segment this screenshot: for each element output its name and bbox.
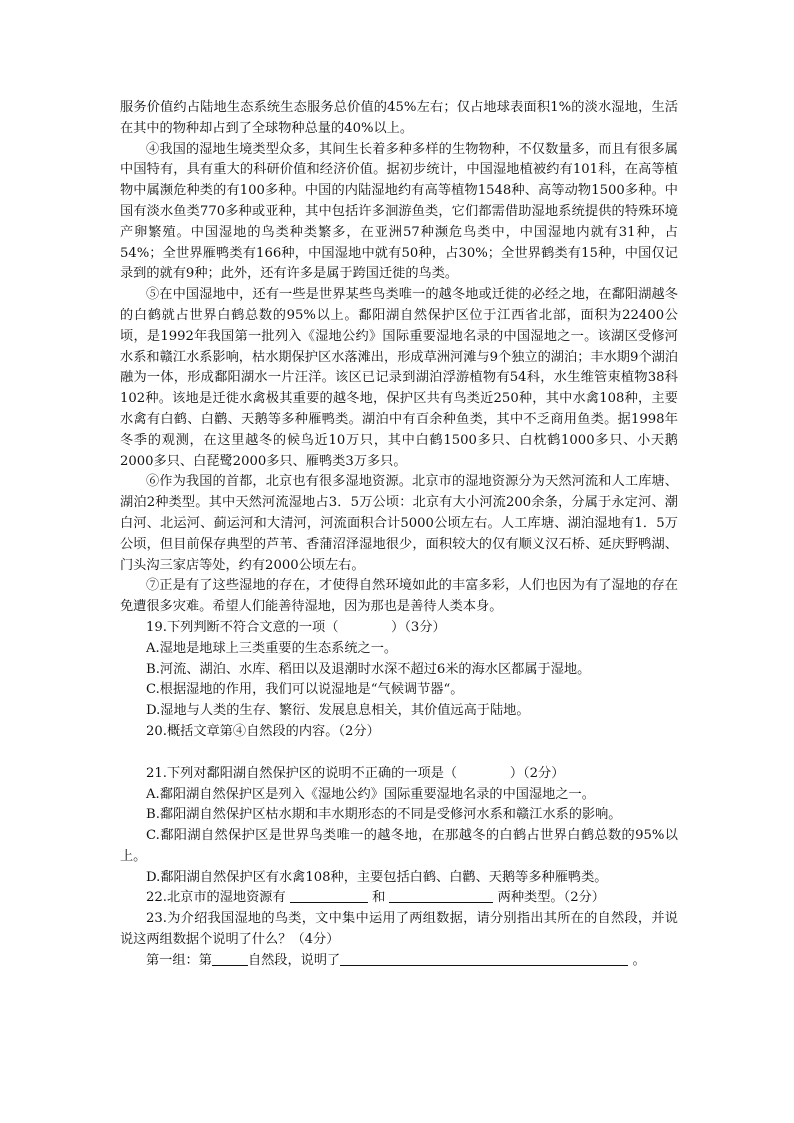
paragraph-4: ④我国的湿地生境类型众多，其间生长着多种多样的生物物种，不仅数量多，而且有很多属中国特有，具有重大的科研价值和经济价值。据初步统计，中国湿地植被约有101科，在高等植物中属濒危种类的有100多种。中国的内陆湿地约有高等植物1548种、高等动物1500多种。中国有淡水鱼类770多种或亚种，其中包括许多洄游鱼类，它们都需借助湿地系统提供的特殊环境产卵繁殖。中国湿地的鸟类种类繁多，在亚洲57种濒危鸟类中，中国湿地内就有31种，占54%；全世界雁鸭类有166种，中国湿地中就有50种，占30%；全世界鹤类有15种，中国仅记录到的就有9种；此外，还有许多是属于跨国迁徙的鸟类。 xyxy=(120,141,678,282)
answer-space[interactable] xyxy=(120,743,678,764)
question-19-stem: 19.下列判断不符合文意的一项（ ）（3分） xyxy=(146,619,446,635)
question-19-option-a: A.湿地是地球上三类重要的生态系统之一。 xyxy=(146,640,398,656)
question-22-middle: 和 xyxy=(372,890,386,906)
paragraph-3-tail: 服务价值约占陆地生态系统生态服务总价值的45%左右；仅占地球表面积1%的淡水湿地，生活在其中的物种却占到了全球物种总量的40%以上。 xyxy=(120,100,678,136)
question-21-option-d: D.鄱阳湖自然保护区有水禽108种，主要包括白鹤、白鹳、天鹅等多种雁鸭类。 xyxy=(146,869,608,885)
question-22-suffix: 两种类型。（2分） xyxy=(497,890,605,906)
paragraph-number-blank[interactable] xyxy=(212,951,248,966)
reading-passage xyxy=(120,98,678,972)
paragraph-7: ⑦正是有了这些湿地的存在，才使得自然环境如此的丰富多彩，人们也因为有了湿地的存在免遭很多灾难。希望人们能善待湿地，因为那也是善待人类本身。 xyxy=(120,578,678,615)
question-22-prefix: 22.北京市的湿地资源有 xyxy=(146,890,286,906)
question-19-option-d: D.湿地与人类的生存、繁衍、发展息息相关，其价值远高于陆地。 xyxy=(146,703,530,719)
group-1-prefix: 第一组：第 xyxy=(146,952,212,968)
paragraph-6: ⑥作为我国的首都，北京也有很多湿地资源。北京市的湿地资源分为天然河流和人工库塘、湖泊2种类型。其中天然河流湿地占3．5万公顷：北京有大小河流200余条，分属于永定河、潮白河、北运河、蓟运河和大清河，河流面积合计5000公顷左右。人工库塘、湖泊湿地有1．5万公顷，但目前保存典型的芦苇、香蒲沼泽湿地很少，面积较大的仅有顺义汉石桥、延庆野鸭湖、门头沟三家店等处，约有2000公顷左右。 xyxy=(120,474,678,573)
question-21-option-b: B.鄱阳湖自然保护区枯水期和丰水期形态的不同是受修河水系和赣江水系的影响。 xyxy=(146,807,622,823)
explanation-blank[interactable] xyxy=(340,951,628,966)
question-19-option-c: C.根据湿地的作用，我们可以说湿地是“气候调节器“。 xyxy=(146,682,464,698)
question-23-stem: 23.为介绍我国湿地的鸟类，文中集中运用了两组数据，请分别指出其所在的自然段，并说说这两组数据个说明了什么？（4分） xyxy=(120,911,678,948)
group-1-end: 。 xyxy=(632,952,646,968)
question-19-option-b: B.河流、湖泊、水库、稻田以及退潮时水深不超过6米的海水区都属于湿地。 xyxy=(146,661,591,677)
group-1-middle: 自然段，说明了 xyxy=(247,952,341,968)
question-19 xyxy=(120,618,678,722)
question-20 xyxy=(120,722,678,764)
question-21-stem: 21.下列对鄱阳湖自然保护区的说明不正确的一项是（ ）（2分） xyxy=(146,765,565,781)
blank-1[interactable] xyxy=(290,888,368,903)
paragraph-5: ⑤在中国湿地中，还有一些是世界某些鸟类唯一的越冬地或迁徙的必经之地，在鄱阳湖越冬的白鹤就占世界白鹤总数的95%以上。鄱阳湖自然保护区位于江西省北部，面积为22400公顷，是1992年我国第一批列入《湿地公约》国际重要湿地名录的中国湿地之一。该湖区受修河水系和赣江水系影响，枯水期保护区水落滩出，形成草洲河滩与9个独立的湖泊；丰水期9个湖泊融为一体，形成鄱阳湖水一片汪洋。该区已记录到湖泊浮游植物有54科，水生维管束植物38科102种。该地是迁徙水禽极其重要的越冬地，保护区共有鸟类近250种，其中水禽108种，主要水禽有白鹤、白鹳、天鹅等多种雁鸭类。湖泊中有百余种鱼类，其中不乏商用鱼类。据1998年冬季的观测，在这里越冬的候鸟近10万只，其中白鹤1500多只、白枕鹤1000多只、小天鹅2000多只、白琵鹭2000多只、雁鸭类3万多只。 xyxy=(120,287,678,469)
question-22 xyxy=(120,888,678,909)
question-21-option-c: C.鄱阳湖自然保护区是世界鸟类唯一的越冬地，在那越冬的白鹤占世界白鹤总数的95%以上。 xyxy=(120,828,678,864)
blank-2[interactable] xyxy=(389,888,493,903)
question-21 xyxy=(120,764,678,889)
question-23 xyxy=(120,909,678,971)
question-20-stem: 20.概括文章第④自然段的内容。（2分） xyxy=(146,723,380,739)
question-23-group-1 xyxy=(120,951,678,972)
question-21-option-a: A.鄱阳湖自然保护区是列入《湿地公约》国际重要湿地名录的中国湿地之一。 xyxy=(146,786,595,802)
